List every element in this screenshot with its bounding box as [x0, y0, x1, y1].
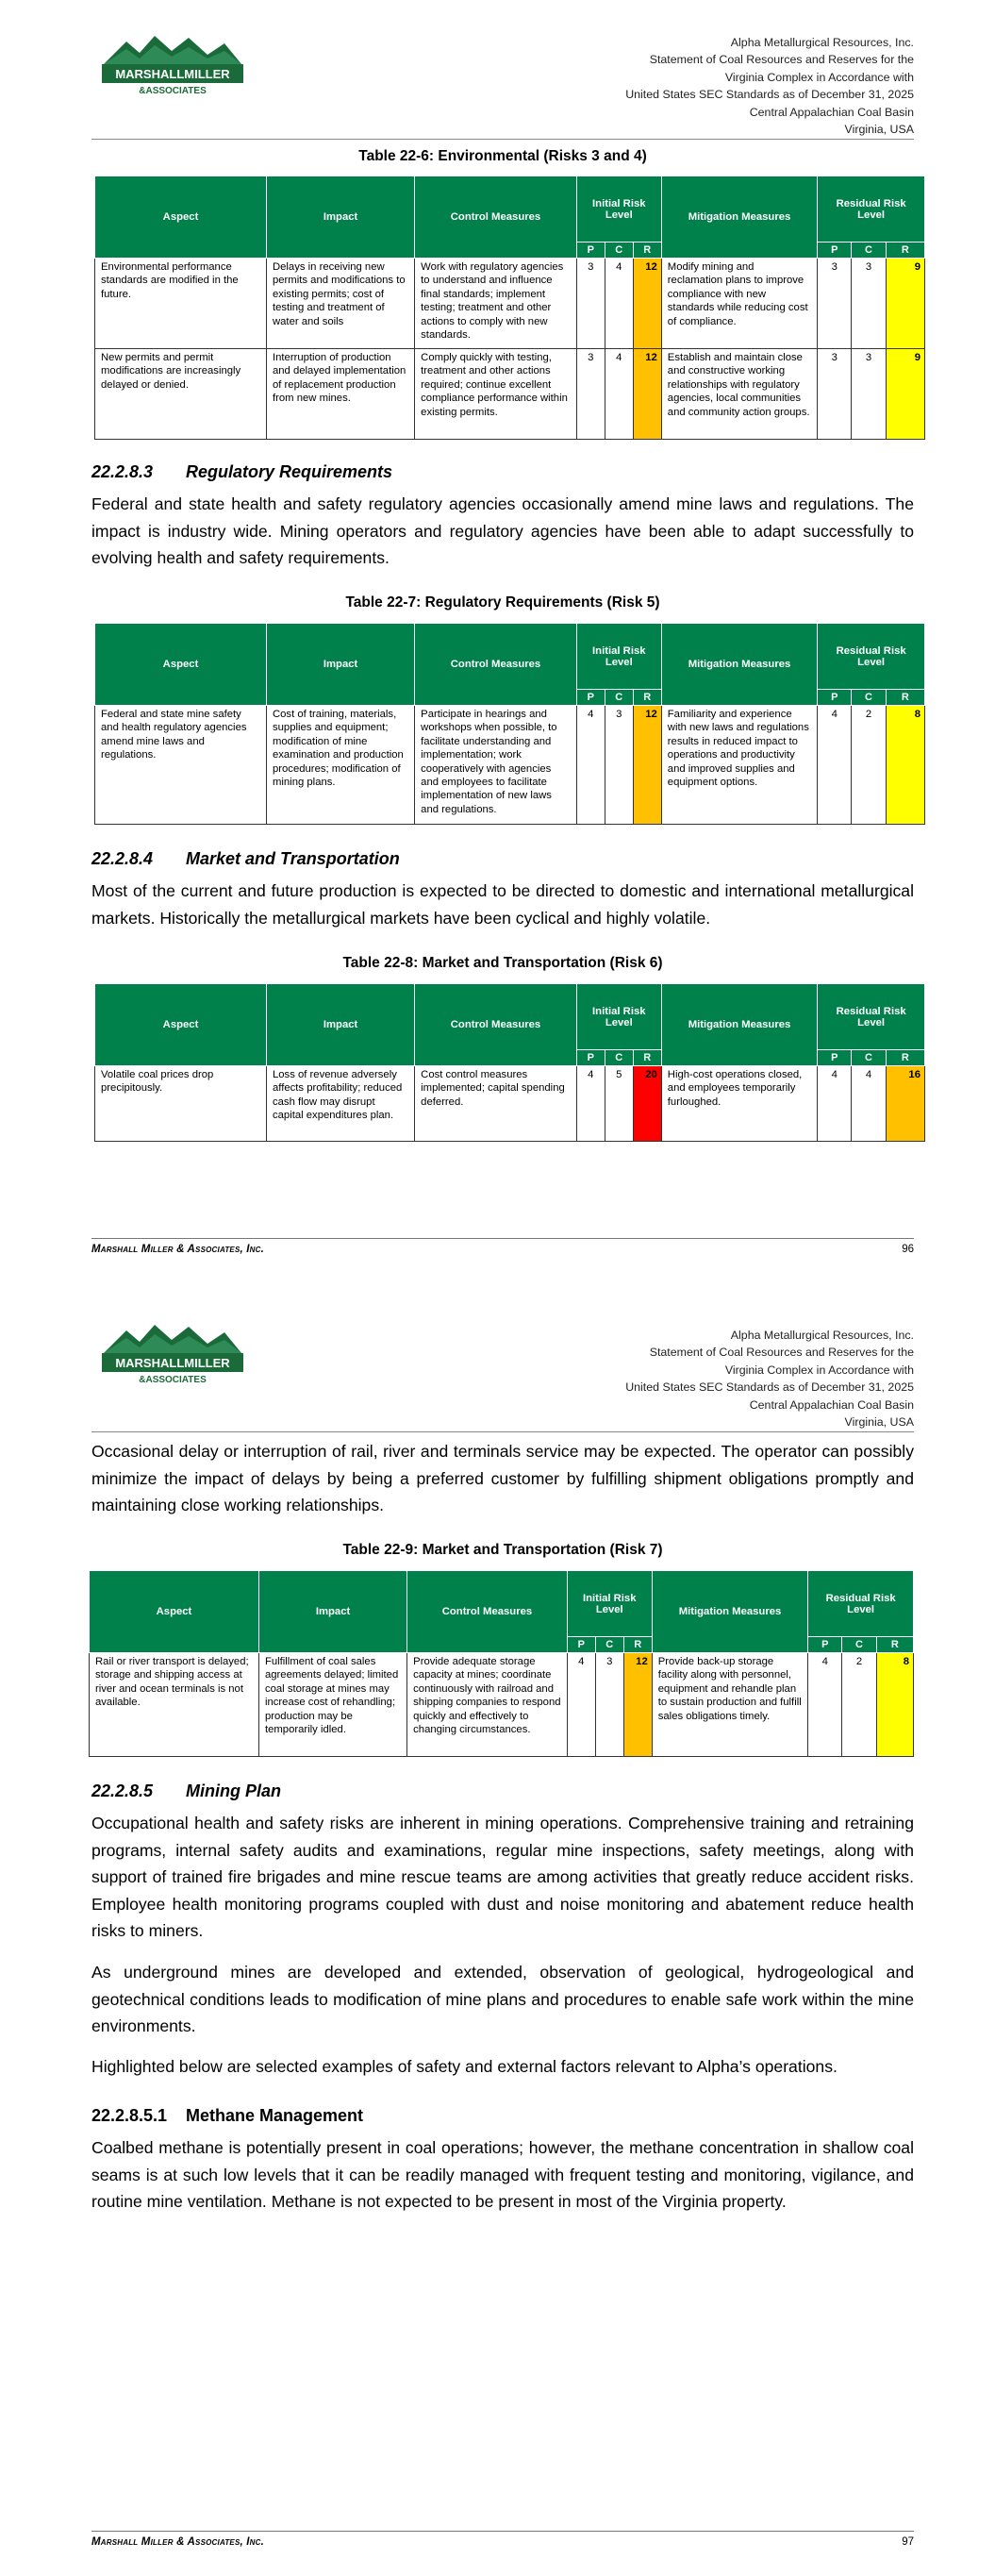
col-header-residual: Residual Risk Level [818, 984, 925, 1050]
page-footer [91, 1244, 914, 1255]
col-header-impact: Impact [258, 1571, 406, 1653]
cell-initial-r: 12 [633, 706, 661, 825]
cell-residual-c: 3 [852, 349, 886, 440]
col-header-c: C [605, 690, 633, 706]
cell-residual-p: 4 [818, 1066, 852, 1142]
table-caption: Table 22-8: Market and Transportation (Risk 6) [342, 955, 663, 971]
col-header-p: P [576, 243, 605, 259]
cell-mitigation: Provide back-up storage facility along with personnel, equipment and rehandle plan to sustain production and fulfill sales obligations timely. [652, 1653, 807, 1757]
section-heading [91, 1781, 281, 1801]
cell-initial-c: 3 [605, 706, 633, 825]
section-title: Mining Plan [186, 1781, 281, 1800]
cell-aspect: Environmental performance standards are modified in the future. [95, 259, 267, 349]
table-row [95, 1066, 925, 1142]
col-header-p: P [818, 243, 852, 259]
paragraph: Highlighted below are selected examples of safety and external factors relevant to Alpha’s operations. [91, 2057, 837, 2076]
table-caption: Table 22-7: Regulatory Requirements (Risk 5) [345, 594, 660, 611]
section-number: 22.2.8.3 [91, 462, 154, 481]
cell-residual-p: 4 [808, 1653, 842, 1757]
cell-residual-c: 2 [852, 706, 886, 825]
header-line: United States SEC Standards as of December 31, 2025 [625, 88, 914, 102]
cell-aspect: Rail or river transport is delayed; storage and shipping access at river and ocean terminals is not available. [90, 1653, 259, 1757]
svg-text:MARSHALLMILLER: MARSHALLMILLER [115, 67, 230, 81]
cell-residual-p: 3 [818, 259, 852, 349]
table-caption: Table 22-9: Market and Transportation (Risk 7) [342, 1542, 663, 1558]
section-title: Market and Transportation [186, 849, 400, 868]
document-header [625, 34, 914, 138]
col-header-c: C [852, 690, 886, 706]
col-header-c: C [605, 1050, 633, 1066]
table-row [95, 706, 925, 825]
page-footer [91, 2536, 914, 2548]
page-number: 96 [902, 1244, 914, 1255]
company-logo [98, 1317, 247, 1387]
header-line: Virginia, USA [844, 123, 914, 137]
col-header-mitigation: Mitigation Measures [661, 624, 817, 706]
col-header-p: P [808, 1637, 842, 1653]
cell-initial-c: 4 [605, 349, 633, 440]
footer-divider [91, 2531, 914, 2532]
col-header-impact: Impact [266, 176, 414, 259]
paragraph: As underground mines are developed and extended, observation of geological, hydrogeological and geotechnical conditions leads to modification of mine plans and procedures to enable safe work within the mine environments. [91, 1963, 914, 2035]
cell-impact: Loss of revenue adversely affects profitability; reduced cash flow may disrupt capital expenditures plan. [266, 1066, 414, 1142]
cell-initial-c: 5 [605, 1066, 633, 1142]
svg-text:&ASSOCIATES: &ASSOCIATES [139, 86, 207, 96]
header-line: Statement of Coal Resources and Reserves for the [649, 1346, 914, 1360]
cell-impact: Interruption of production and delayed implementation of replacement production from new mines. [266, 349, 414, 440]
cell-control: Provide adequate storage capacity at mines; coordinate continuously with railroad and shipping companies to respond quickly and effectively to changing circumstances. [407, 1653, 568, 1757]
table-row [95, 349, 925, 440]
col-header-p: P [576, 690, 605, 706]
cell-control: Cost control measures implemented; capital spending deferred. [415, 1066, 577, 1142]
header-line: Alpha Metallurgical Resources, Inc. [730, 36, 914, 49]
col-header-impact: Impact [266, 624, 414, 706]
cell-initial-p: 4 [576, 1066, 605, 1142]
col-header-r: R [633, 1050, 661, 1066]
subsection-heading [91, 2106, 363, 2126]
company-logo [98, 28, 247, 98]
header-line: Central Appalachian Coal Basin [749, 105, 914, 119]
table-caption: Table 22-6: Environmental (Risks 3 and 4) [358, 148, 647, 164]
footer-company: Marshall Miller & Associates, Inc. [91, 2536, 265, 2548]
footer-company: Marshall Miller & Associates, Inc. [91, 1244, 265, 1255]
col-header-aspect: Aspect [95, 176, 267, 259]
table-row [90, 1653, 914, 1757]
col-header-initial: Initial Risk Level [576, 176, 661, 243]
paragraph: Occasional delay or interruption of rail, river and terminals service may be expected. The operator can possibly minimize the impact of delays by being a preferred customer by fulfilling shipment obligations promptly and maintaining close working relationships. [91, 1442, 914, 1514]
page-number: 97 [902, 2536, 914, 2548]
cell-mitigation: Familiarity and experience with new laws and regulations results in reduced impact to operations and productivity and improved supplies and equipment options. [661, 706, 817, 825]
paragraph: Coalbed methane is potentially present in coal operations; however, the methane concentration in shallow coal seams is at such low levels that it can be readily managed with frequent testing and monitoring, vigilance, and routine mine ventilation. Methane is not expected to be present in most of the Virginia property. [91, 2138, 914, 2211]
col-header-c: C [605, 243, 633, 259]
cell-initial-p: 4 [576, 706, 605, 825]
cell-aspect: Federal and state mine safety and health regulatory agencies amend mine laws and regulations. [95, 706, 267, 825]
header-divider [91, 139, 914, 140]
cell-control: Work with regulatory agencies to understand and influence final standards; implement testing; treatment and other actions to comply with new standards. [415, 259, 577, 349]
risk-table-22-6 [94, 176, 925, 440]
col-header-mitigation: Mitigation Measures [652, 1571, 807, 1653]
cell-initial-c: 3 [595, 1653, 623, 1757]
paragraph: Most of the current and future production is expected to be directed to domestic and international metallurgical markets. Historically the metallurgical markets have been cyclical and highly volatile. [91, 881, 914, 928]
cell-control: Participate in hearings and workshops when possible, to facilitate understanding and implementation; work cooperatively with agencies and employees to facilitate implementation of new laws and regulations. [415, 706, 577, 825]
cell-initial-p: 3 [576, 259, 605, 349]
section-heading [91, 462, 392, 482]
cell-mitigation: High-cost operations closed, and employees temporarily furloughed. [661, 1066, 817, 1142]
section-title: Regulatory Requirements [186, 462, 393, 481]
col-header-control: Control Measures [415, 176, 577, 259]
col-header-r: R [633, 690, 661, 706]
svg-text:&ASSOCIATES: &ASSOCIATES [139, 1375, 207, 1385]
section-title: Methane Management [186, 2106, 364, 2125]
col-header-residual: Residual Risk Level [818, 176, 925, 243]
section-number: 22.2.8.5.1 [91, 2106, 168, 2125]
col-header-p: P [567, 1637, 595, 1653]
cell-control: Comply quickly with testing, treatment and other actions required; continue excellent compliance performance within existing permits. [415, 349, 577, 440]
cell-initial-p: 4 [567, 1653, 595, 1757]
paragraph: Federal and state health and safety regulatory agencies occasionally amend mine laws and regulations. The impact is industry wide. Mining operators and regulatory agencies have been able to adapt successfully to evolving health and safety requirements. [91, 494, 914, 567]
col-header-aspect: Aspect [90, 1571, 259, 1653]
cell-residual-c: 3 [852, 259, 886, 349]
col-header-aspect: Aspect [95, 984, 267, 1066]
risk-table-22-7 [94, 623, 925, 825]
header-line: United States SEC Standards as of December 31, 2025 [625, 1380, 914, 1395]
col-header-r: R [876, 1637, 913, 1653]
cell-aspect: New permits and permit modifications are increasingly delayed or denied. [95, 349, 267, 440]
col-header-r: R [633, 243, 661, 259]
col-header-c: C [852, 1050, 886, 1066]
col-header-mitigation: Mitigation Measures [661, 176, 817, 259]
col-header-r: R [623, 1637, 652, 1653]
cell-residual-r: 16 [886, 1066, 924, 1142]
cell-mitigation: Modify mining and reclamation plans to improve compliance with new standards while reducing cost of compliance. [661, 259, 817, 349]
col-header-control: Control Measures [415, 624, 577, 706]
section-heading [91, 849, 400, 869]
cell-residual-r: 9 [886, 259, 924, 349]
document-header [625, 1327, 914, 1430]
col-header-mitigation: Mitigation Measures [661, 984, 817, 1066]
paragraph: Occupational health and safety risks are inherent in mining operations. Comprehensive training and retraining programs, internal safety audits and examinations, regular mine inspections, safety meetings, along with support of trained fire brigades and mine rescue teams are among activities that greatly reduce accident risks. Employee health monitoring programs coupled with dust and noise monitoring and abatement reduce health risks to miners. [91, 1814, 914, 1940]
cell-initial-r: 12 [623, 1653, 652, 1757]
cell-initial-r: 20 [633, 1066, 661, 1142]
col-header-control: Control Measures [407, 1571, 568, 1653]
col-header-p: P [818, 1050, 852, 1066]
col-header-c: C [842, 1637, 876, 1653]
section-number: 22.2.8.5 [91, 1781, 154, 1800]
cell-residual-r: 8 [876, 1653, 913, 1757]
cell-initial-r: 12 [633, 349, 661, 440]
cell-residual-r: 9 [886, 349, 924, 440]
col-header-r: R [886, 690, 924, 706]
cell-impact: Fulfillment of coal sales agreements delayed; limited coal storage at mines may increase cost of rehandling; production may be temporarily idled. [258, 1653, 406, 1757]
col-header-residual: Residual Risk Level [808, 1571, 914, 1637]
header-line: Virginia, USA [844, 1415, 914, 1430]
cell-residual-r: 8 [886, 706, 924, 825]
header-line: Virginia Complex in Accordance with [724, 70, 914, 84]
header-line: Virginia Complex in Accordance with [724, 1363, 914, 1377]
cell-initial-p: 3 [576, 349, 605, 440]
col-header-c: C [852, 243, 886, 259]
col-header-residual: Residual Risk Level [818, 624, 925, 690]
cell-residual-c: 2 [842, 1653, 876, 1757]
page-97 [0, 1293, 995, 2576]
footer-divider [91, 1238, 914, 1239]
header-line: Central Appalachian Coal Basin [749, 1397, 914, 1412]
cell-residual-p: 4 [818, 706, 852, 825]
col-header-control: Control Measures [415, 984, 577, 1066]
section-number: 22.2.8.4 [91, 849, 154, 868]
svg-text:MARSHALLMILLER: MARSHALLMILLER [115, 1356, 230, 1370]
col-header-initial: Initial Risk Level [576, 984, 661, 1050]
col-header-initial: Initial Risk Level [576, 624, 661, 690]
col-header-impact: Impact [266, 984, 414, 1066]
header-line: Statement of Coal Resources and Reserves for the [649, 53, 914, 67]
cell-initial-r: 12 [633, 259, 661, 349]
cell-residual-c: 4 [852, 1066, 886, 1142]
col-header-p: P [576, 1050, 605, 1066]
header-divider [91, 1431, 914, 1432]
col-header-aspect: Aspect [95, 624, 267, 706]
col-header-p: P [818, 690, 852, 706]
cell-residual-p: 3 [818, 349, 852, 440]
header-line: Alpha Metallurgical Resources, Inc. [730, 1329, 914, 1342]
cell-mitigation: Establish and maintain close and constructive working relationships with regulatory agencies, local communities and community action groups. [661, 349, 817, 440]
cell-aspect: Volatile coal prices drop precipitously. [95, 1066, 267, 1142]
col-header-initial: Initial Risk Level [567, 1571, 652, 1637]
cell-initial-c: 4 [605, 259, 633, 349]
risk-table-22-9 [89, 1570, 914, 1757]
risk-table-22-8 [94, 983, 925, 1142]
col-header-c: C [595, 1637, 623, 1653]
cell-impact: Cost of training, materials, supplies and equipment; modification of mine examination and production procedures; modification of mining plans. [266, 706, 414, 825]
cell-impact: Delays in receiving new permits and modifications to existing permits; cost of testing and treatment of water and soils [266, 259, 414, 349]
page-96 [0, 0, 995, 1283]
col-header-r: R [886, 1050, 924, 1066]
col-header-r: R [886, 243, 924, 259]
table-row [95, 259, 925, 349]
